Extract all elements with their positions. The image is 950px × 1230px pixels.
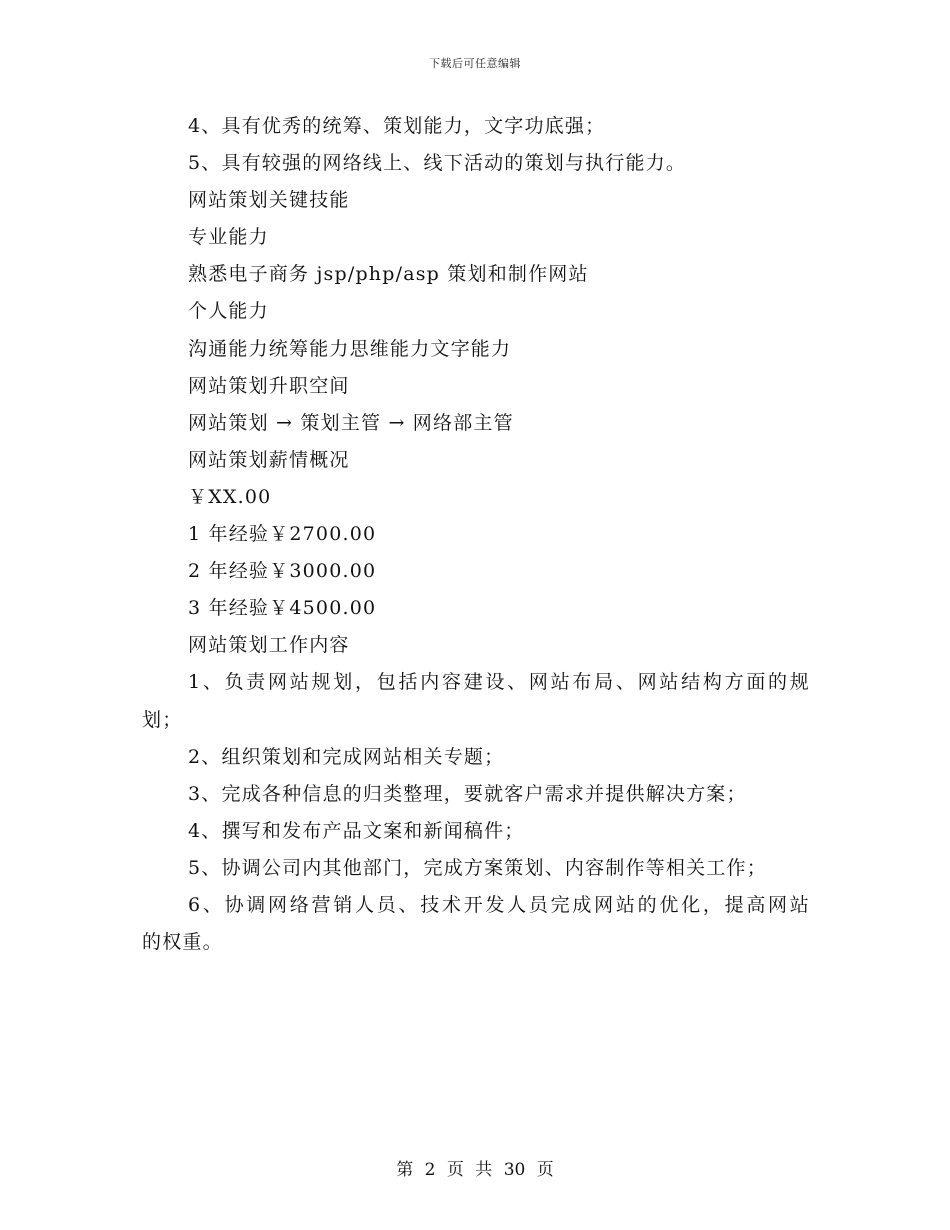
paragraph: 熟悉电子商务 jsp/php/asp 策划和制作网站 <box>188 263 589 286</box>
paragraph: 沟通能力统筹能力思维能力文字能力 <box>188 337 512 360</box>
page-number: 第 2 页 共 30 页 <box>396 1160 554 1180</box>
career-path: 网站策划 → 策划主管 → 网络部主管 <box>188 411 514 434</box>
list-item-continuation: 的权重。 <box>142 931 223 954</box>
list-item: 4、撰写和发布产品文案和新闻稿件； <box>188 819 525 842</box>
section-heading: 网站策划工作内容 <box>188 634 350 657</box>
document-body <box>142 108 810 961</box>
list-item: 1、负责网站规划，包括内容建设、网站布局、网站结构方面的规 <box>188 671 810 694</box>
list-item: 5、具有较强的网络线上、线下活动的策划与执行能力。 <box>188 152 687 175</box>
section-heading: 网站策划升职空间 <box>188 374 350 397</box>
list-item-continuation: 划； <box>142 708 183 731</box>
list-item: 4、具有优秀的统筹、策划能力，文字功底强； <box>188 115 606 137</box>
header-note: 下载后可任意编辑 <box>429 57 521 70</box>
list-item: 5、协调公司内其他部门，完成方案策划、内容制作等相关工作； <box>188 856 767 879</box>
salary-line: 2 年经验￥3000.00 <box>188 560 377 583</box>
section-heading: 网站策划薪情概况 <box>188 448 350 471</box>
salary-line: ￥XX.00 <box>188 485 272 508</box>
subheading: 专业能力 <box>188 226 269 249</box>
list-item: 3、完成各种信息的归类整理，要就客户需求并提供解决方案； <box>188 782 747 805</box>
list-item: 6、协调网络营销人员、技术开发人员完成网站的优化，提高网站 <box>188 893 810 916</box>
salary-line: 1 年经验￥2700.00 <box>188 523 377 546</box>
section-heading: 网站策划关键技能 <box>188 189 350 212</box>
list-item: 2、组织策划和完成网站相关专题； <box>188 745 505 768</box>
subheading: 个人能力 <box>188 300 269 323</box>
salary-line: 3 年经验￥4500.00 <box>188 597 377 620</box>
